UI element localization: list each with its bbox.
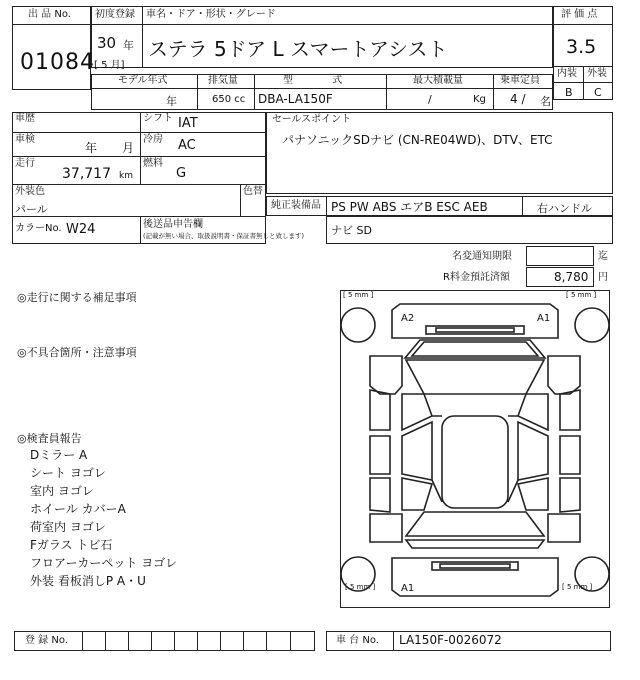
defects-label: ◎不具合箇所・注意事項 [17, 346, 137, 359]
damage-mark-a1-front: A1 [537, 313, 551, 324]
first-reg-label: 初度登録 [95, 9, 135, 20]
tire-depth-top-left: [ 5 mm ] [343, 291, 374, 299]
first-reg-year-unit: 年 [123, 39, 134, 52]
notice-unit: 迄 [598, 251, 608, 262]
inspection-year: 年 [85, 141, 98, 155]
color-no-label: カラーNo. [15, 223, 62, 234]
report-item: Dミラー A [30, 448, 88, 462]
wheel-front-right [575, 308, 609, 342]
recycle-unit: 円 [598, 272, 608, 283]
ac: AC [178, 138, 196, 153]
driving-notes-label: ◎走行に関する補足事項 [17, 291, 137, 304]
max-load-label: 最大積載量 [413, 75, 463, 86]
mileage-unit: km [119, 171, 133, 181]
reg-no-label: 登 録 No. [25, 635, 68, 646]
model-year-label: モデル年式 [118, 75, 168, 86]
report-item: 外装 看板消しP A・U [30, 574, 146, 588]
displacement-label: 排気量 [208, 75, 238, 86]
max-load-unit: Kg [473, 94, 486, 105]
wheel-rear-right [575, 557, 609, 591]
wheel-rear-left [341, 557, 375, 591]
fuel-label: 燃料 [143, 158, 163, 169]
model-year-unit: 年 [166, 95, 177, 108]
chassis-label: 車 台 No. [336, 635, 379, 646]
report-item: 室内 ヨゴレ [30, 484, 94, 498]
report-item: シート ヨゴレ [30, 466, 106, 480]
mileage-label: 走行 [15, 158, 35, 169]
capacity-unit: 名 [540, 95, 551, 108]
mileage: 37,717 [62, 166, 111, 182]
notice-field [526, 246, 594, 266]
equipment-items: PS PW ABS エアB ESC AEB [331, 200, 488, 214]
first-reg-year: 30 [97, 34, 117, 52]
notice-label: 名変通知期限 [452, 251, 512, 262]
tire-depth-top-right: [ 5 mm ] [566, 291, 597, 299]
capacity: 4 / [510, 92, 526, 106]
report-item: 荷室内 ヨゴレ [30, 520, 106, 534]
model: DBA-LA150F [258, 92, 333, 106]
recycle-value: 8,780 [554, 270, 589, 284]
capacity-label: 乗車定員 [500, 75, 540, 86]
damage-mark-a1-rear: A1 [401, 583, 415, 594]
report-item: フロアーカーペット ヨゴレ [30, 556, 178, 570]
equipment-label: 純正装備品 [271, 200, 321, 211]
handle: 右ハンドル [537, 202, 592, 215]
exterior-grade: C [594, 86, 602, 99]
lot-no: 01084 [20, 50, 95, 75]
report-item: Fガラス トビ石 [30, 538, 113, 552]
exterior-label: 外装 [587, 68, 607, 79]
inspection-month: 月 [122, 141, 135, 155]
post-docs-label: 後送品申告欄 [143, 219, 203, 230]
color-no: W24 [66, 222, 96, 237]
ext-color-label: 外装色 [15, 186, 45, 197]
sales-point-text: パナソニックSDナビ (CN-RE04WD)、DTV、ETC [282, 133, 553, 147]
score-label: 評 価 点 [561, 9, 598, 20]
model-label: 型 式 [283, 75, 361, 86]
report-item: ホイール カバーA [30, 502, 126, 516]
shift-label: シフト [143, 113, 173, 124]
interior-grade: B [565, 86, 573, 99]
color-change-label: 色替 [243, 186, 263, 197]
ext-color: パール [15, 203, 48, 216]
car-name: ステラ 5ドア L スマートアシスト [148, 37, 448, 61]
chassis-no: LA150F-0026072 [399, 633, 502, 647]
interior-label: 内装 [557, 68, 577, 79]
car-outline-diagram [340, 290, 610, 608]
post-docs-note: (記載が無い場合、取扱説明書・保証書無しと致します) [143, 232, 305, 240]
displacement: 650 cc [212, 94, 246, 105]
shift: IAT [178, 116, 198, 131]
damage-mark-a2: A2 [401, 313, 415, 324]
fuel: G [176, 166, 187, 181]
car-name-label: 車名・ドア・形状・グレード [146, 9, 276, 20]
score: 3.5 [566, 36, 597, 58]
wheel-front-left [341, 308, 375, 342]
lot-no-label: 出 品 No. [28, 9, 71, 20]
first-reg-month: [ 5 月] [94, 60, 125, 71]
history-label: 車歴 [15, 113, 35, 124]
tire-depth-bottom-left: [ 5 mm ] [345, 583, 376, 591]
max-load: / [428, 93, 432, 106]
tire-depth-bottom-right: [ 5 mm ] [562, 583, 593, 591]
inspection-label: 車検 [15, 134, 35, 145]
inspector-label: ◎検査員報告 [17, 432, 82, 445]
sales-point-label: セールスポイント [272, 114, 352, 125]
ac-label: 冷房 [143, 134, 163, 145]
recycle-label: R料金預託済額 [443, 272, 510, 283]
post-docs: ナビ SD [331, 224, 372, 237]
